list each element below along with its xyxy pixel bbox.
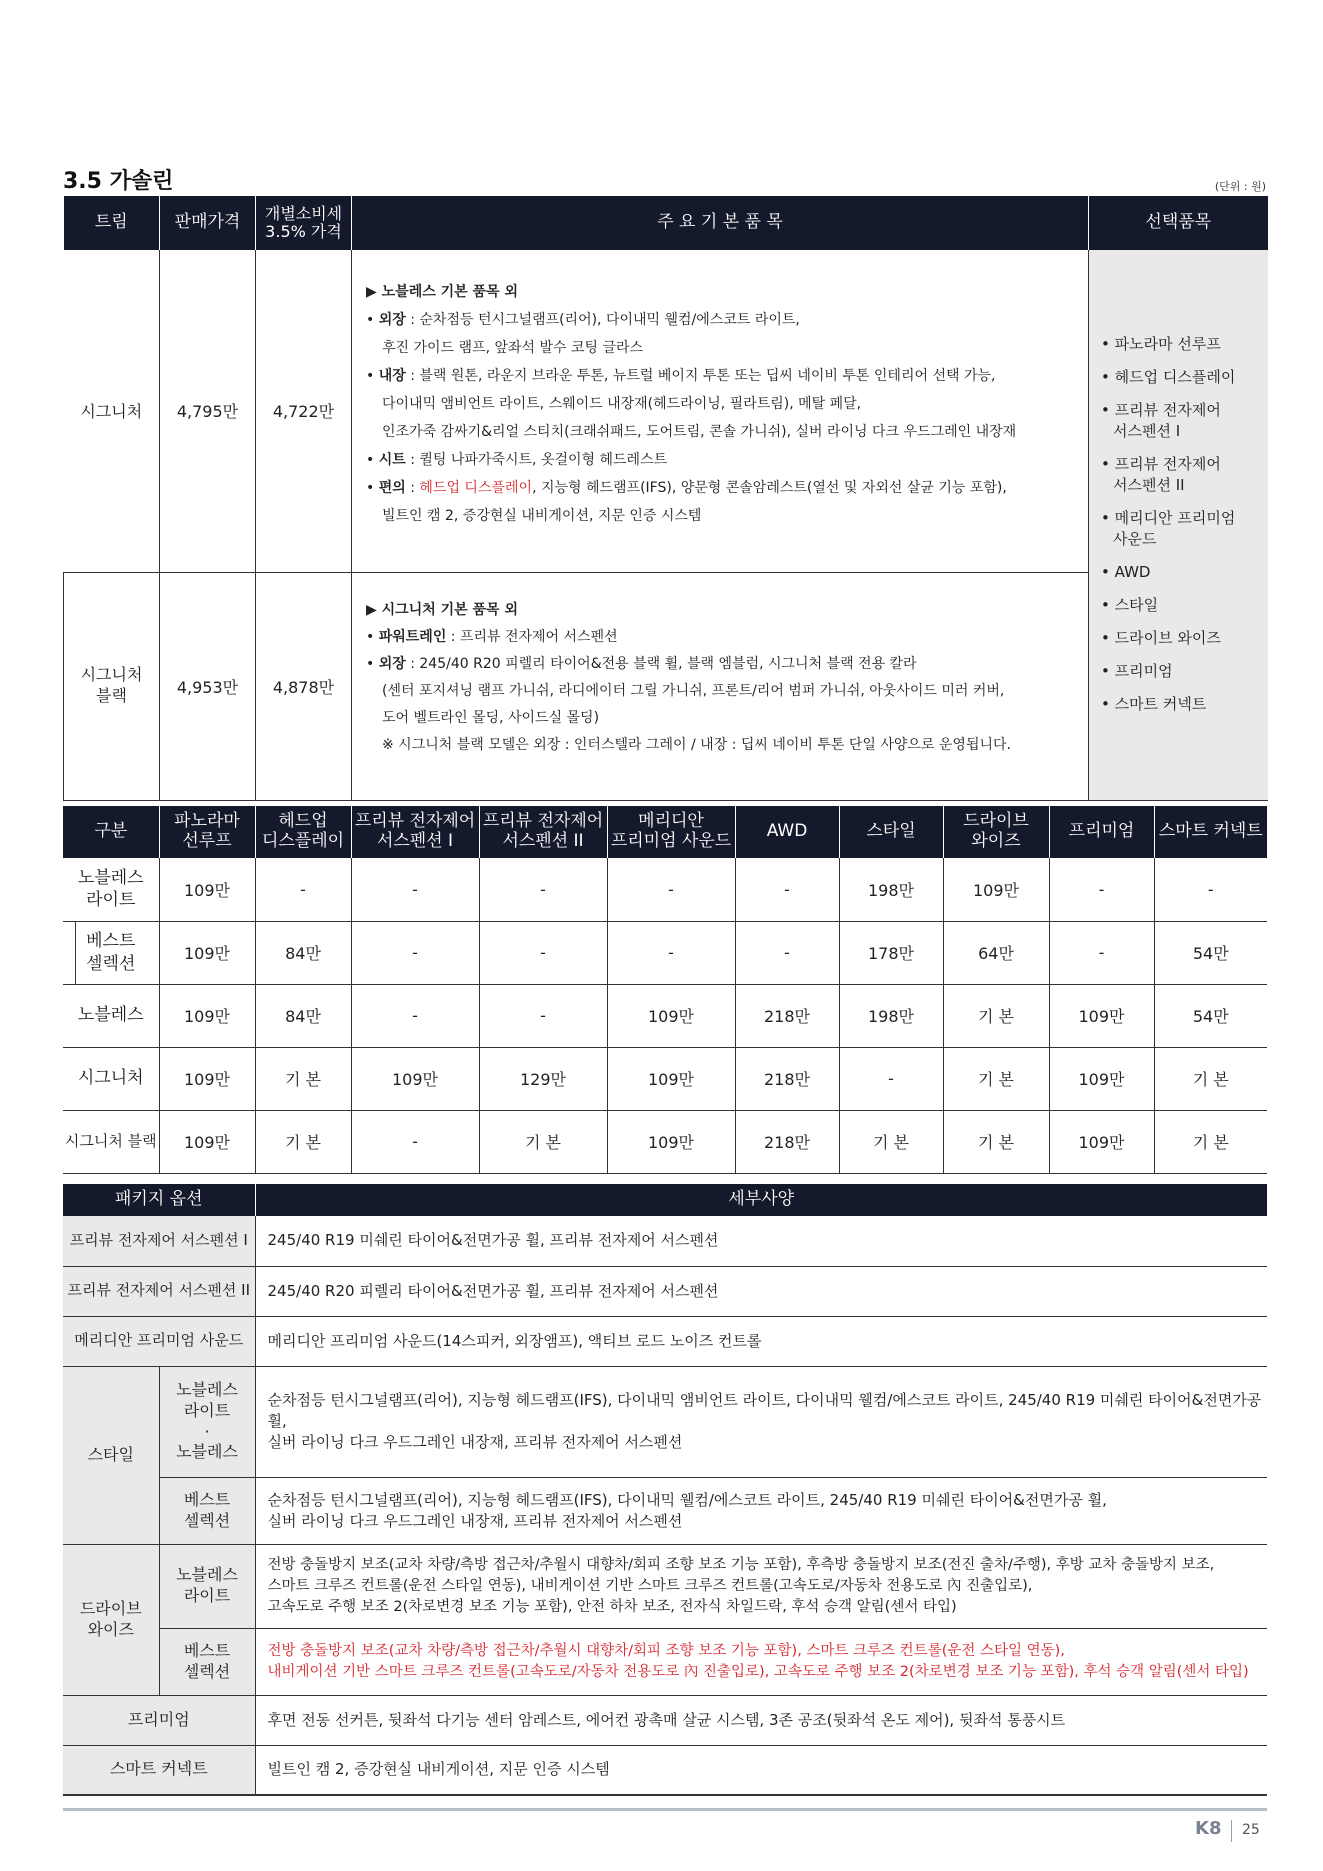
price-cell: 109만 bbox=[607, 1047, 735, 1110]
pkg-name: 스마트 커넥트 bbox=[63, 1745, 255, 1795]
trim-row-signature-black bbox=[64, 572, 1268, 800]
price-cell: - bbox=[479, 858, 607, 921]
price-cell: 109만 bbox=[1049, 984, 1154, 1047]
trim-price: 4,795만 bbox=[160, 250, 256, 572]
price-cell: 109만 bbox=[159, 1047, 255, 1110]
price-cell: 기 본 bbox=[255, 1110, 351, 1173]
trim-header-price: 판매가격 bbox=[160, 196, 256, 250]
price-header: 헤드업 디스플레이 bbox=[255, 806, 351, 858]
price-cell: - bbox=[735, 921, 839, 984]
trim-table bbox=[63, 196, 1268, 801]
price-cell: 109만 bbox=[159, 921, 255, 984]
price-row-name: 노블레스 bbox=[63, 984, 159, 1047]
price-cell: - bbox=[607, 858, 735, 921]
price-header: 구분 bbox=[63, 806, 159, 858]
price-header: 파노라마 선루프 bbox=[159, 806, 255, 858]
price-cell: 129만 bbox=[479, 1047, 607, 1110]
pkg-sub-name: 베스트 셀렉션 bbox=[159, 1477, 255, 1544]
pkg-desc: 메리디안 프리미엄 사운드(14스피커, 외장앰프), 액티브 로드 노이즈 컨트롤 bbox=[255, 1316, 1267, 1366]
pkg-header-desc: 세부사양 bbox=[255, 1184, 1267, 1216]
pkg-header-name: 패키지 옵션 bbox=[63, 1184, 255, 1216]
feature-convenience: • 편의 : 헤드업 디스플레이, 지능형 헤드램프(IFS), 양문형 콘솔암레스트(열선 및 자외선 살균 기능 포함), 빌트인 캠 2, 증강현실 내비게이션, 지문 인증 시스템 bbox=[366, 480, 1007, 524]
price-cell: 109만 bbox=[159, 858, 255, 921]
trim-tax-price: 4,722만 bbox=[256, 250, 352, 572]
option-item: • 프리뷰 전자제어 서스펜션 II bbox=[1101, 455, 1221, 495]
price-cell: 기 본 bbox=[1192, 1133, 1229, 1152]
price-cell: 198만 bbox=[839, 858, 943, 921]
price-cell: - bbox=[351, 858, 479, 921]
trim-row-signature bbox=[64, 250, 1268, 572]
price-cell: 198만 bbox=[839, 984, 943, 1047]
price-cell: 기 본 bbox=[943, 984, 1049, 1047]
trim-name: 시그니처 bbox=[64, 250, 160, 572]
pkg-row-smart-connect bbox=[63, 1745, 1267, 1795]
feature-seat: • 시트 : 퀼팅 나파가죽시트, 옷걸이형 헤드레스트 bbox=[366, 452, 668, 468]
price-row-name: 베스트 셀렉션 bbox=[63, 921, 159, 984]
price-cell: - bbox=[1049, 858, 1154, 921]
pkg-row-premium bbox=[63, 1695, 1267, 1745]
section-title: 3.5 가솔린 bbox=[63, 169, 174, 194]
pkg-desc: 245/40 R20 피렐리 타이어&전면가공 휠, 프리뷰 전자제어 서스펜션 bbox=[255, 1266, 1267, 1316]
features-title: ▶ 시그니처 기본 품목 외 bbox=[366, 601, 518, 618]
pkg-row-suspension-2 bbox=[63, 1266, 1267, 1316]
trim-features bbox=[352, 572, 1089, 800]
price-cell: 84만 bbox=[255, 984, 351, 1047]
price-cell: - bbox=[1154, 858, 1267, 921]
price-cell: 109만 bbox=[159, 1110, 255, 1173]
price-header: 스타일 bbox=[839, 806, 943, 858]
price-cell: 기 본 bbox=[255, 1047, 351, 1110]
price-row-best-selection bbox=[63, 921, 1267, 984]
price-row-signature-black bbox=[63, 1110, 1267, 1173]
price-header: AWD bbox=[735, 806, 839, 858]
price-row-signature bbox=[63, 1047, 1267, 1110]
footer-divider bbox=[63, 1808, 1267, 1811]
price-cell: 109만 bbox=[1049, 1110, 1154, 1173]
price-row-name: 시그니처 블랙 bbox=[63, 1110, 159, 1173]
trim-options-list bbox=[1089, 250, 1268, 800]
price-cell: - bbox=[479, 921, 607, 984]
pkg-sub-name: 노블레스 라이트 bbox=[159, 1544, 255, 1628]
pkg-row-suspension-1 bbox=[63, 1216, 1267, 1266]
price-cell: 84만 bbox=[255, 921, 351, 984]
price-row-name: 노블레스 라이트 bbox=[63, 858, 159, 921]
pkg-desc: 순차점등 턴시그널램프(리어), 지능형 헤드램프(IFS), 다이내믹 앰비언트 라이트, 다이내믹 웰컴/에스코트 라이트, 245/40 R19 미쉐린 타이어&전면가공 휠, 실버 라이닝 다크 우드그레인 내장재, 프리뷰 전자제어 서스펜션 bbox=[255, 1366, 1267, 1477]
price-header: 드라이브 와이즈 bbox=[943, 806, 1049, 858]
price-cell: - bbox=[839, 1047, 943, 1110]
trim-name: 시그니처 블랙 bbox=[64, 572, 160, 800]
pkg-desc: 전방 충돌방지 보조(교차 차량/측방 접근차/추월시 대향차/회피 조향 보조 기능 포함), 후측방 충돌방지 보조(전진 출차/주행), 후방 교차 충돌방지 보조, 스마트 크루즈 컨트롤(운전 스타일 연동), 내비게이션 기반 스마트 크루즈 컨트롤(고속도로/자동차 전용도로 內 진출입로), 고속도로 주행 보조 2(차로변경 보조 기능 포함), 안전 하차 보조, 전자식 차일드락, 후석 승객 알림(센서 타입) bbox=[255, 1544, 1267, 1628]
price-cell: 218만 bbox=[735, 1110, 839, 1173]
option-item: • 메리디안 프리미엄 사운드 bbox=[1101, 509, 1236, 549]
trim-header-features: 주 요 기 본 품 목 bbox=[352, 196, 1089, 250]
footer-separator bbox=[1231, 1820, 1232, 1842]
price-cell: 109만 bbox=[351, 1047, 479, 1110]
price-cell: - bbox=[351, 1110, 479, 1173]
pkg-name: 스타일 bbox=[63, 1366, 159, 1544]
trim-features bbox=[352, 250, 1089, 572]
pkg-row-drive-best bbox=[63, 1628, 1267, 1695]
price-cell: 109만 bbox=[159, 984, 255, 1047]
trim-header-options: 선택품목 bbox=[1089, 196, 1268, 250]
trim-header-tax bbox=[256, 196, 352, 250]
pkg-name: 프리뷰 전자제어 서스펜션 I bbox=[63, 1216, 255, 1266]
pkg-name: 드라이브 와이즈 bbox=[63, 1544, 159, 1695]
feature-note: ※ 시그니처 블랙 모델은 외장 : 인터스텔라 그레이 / 내장 : 딥씨 네이비 투톤 단일 사양으로 운영됩니다. bbox=[382, 736, 1011, 753]
price-row-name: 시그니처 bbox=[63, 1047, 159, 1110]
pkg-sub-name: 베스트 셀렉션 bbox=[159, 1628, 255, 1695]
price-cell: 기 본 bbox=[479, 1110, 607, 1173]
price-header: 프리뷰 전자제어 서스펜션 II bbox=[479, 806, 607, 858]
option-item: • 파노라마 선루프 bbox=[1101, 335, 1221, 354]
feature-powertrain: • 파워트레인 : 프리뷰 전자제어 서스펜션 bbox=[366, 628, 618, 645]
trim-header-trim: 트림 bbox=[64, 196, 160, 250]
price-cell: - bbox=[255, 858, 351, 921]
price-cell: 기 본 bbox=[839, 1110, 943, 1173]
option-item: • 드라이브 와이즈 bbox=[1101, 629, 1221, 648]
pkg-row-style-noblesse bbox=[63, 1366, 1267, 1477]
price-header: 메리디안 프리미엄 사운드 bbox=[607, 806, 735, 858]
price-cell: 기 본 bbox=[943, 1110, 1049, 1173]
price-cell: - bbox=[479, 984, 607, 1047]
pkg-row-style-best bbox=[63, 1477, 1267, 1544]
pkg-desc: 빌트인 캠 2, 증강현실 내비게이션, 지문 인증 시스템 bbox=[255, 1745, 1267, 1795]
price-cell: - bbox=[607, 921, 735, 984]
price-cell: 218만 bbox=[735, 984, 839, 1047]
price-cell: 109만 bbox=[943, 858, 1049, 921]
price-cell: 54만 bbox=[1154, 921, 1267, 984]
unit-note: (단위 : 원) bbox=[1214, 180, 1266, 193]
price-cell: - bbox=[351, 921, 479, 984]
price-row-noblesse-lite bbox=[63, 858, 1267, 921]
pkg-desc: 순차점등 턴시그널램프(리어), 지능형 헤드램프(IFS), 다이내믹 웰컴/에스코트 라이트, 245/40 R19 미쉐린 타이어&전면가공 휠, 실버 라이닝 다크 우드그레인 내장재, 프리뷰 전자제어 서스펜션 bbox=[255, 1477, 1267, 1544]
pkg-desc-highlight: 전방 충돌방지 보조(교차 차량/측방 접근차/추월시 대향차/회피 조향 보조 기능 포함), 스마트 크루즈 컨트롤(운전 스타일 연동), 내비게이션 기반 스마트 크루즈 컨트롤(고속도로/자동차 전용도로 內 진출입로), 고속도로 주행 보조 2(차로변경 보조 기능 포함), 후석 승객 알림(센서 타입) bbox=[255, 1628, 1267, 1695]
pkg-name: 메리디안 프리미엄 사운드 bbox=[63, 1316, 255, 1366]
trim-header-tax-line2: 3.5% 가격 bbox=[265, 222, 342, 241]
price-cell: 109만 bbox=[607, 984, 735, 1047]
price-cell: 기 본 bbox=[943, 1047, 1049, 1110]
option-price-table bbox=[63, 806, 1267, 1174]
price-cell: 기 본 bbox=[1154, 1047, 1267, 1110]
option-item: • 스마트 커넥트 bbox=[1101, 695, 1207, 714]
price-cell: 54만 bbox=[1154, 984, 1267, 1047]
trim-price: 4,953만 bbox=[160, 572, 256, 800]
pkg-sub-name: 노블레스 라이트 · 노블레스 bbox=[159, 1366, 255, 1477]
pkg-name: 프리미엄 bbox=[63, 1695, 255, 1745]
feature-exterior: • 외장 : 순차점등 턴시그널램프(리어), 다이내믹 웰컴/에스코트 라이트, 후진 가이드 램프, 앞좌석 발수 코팅 글라스 bbox=[366, 312, 800, 356]
option-item: • 프리미엄 bbox=[1101, 662, 1173, 681]
feature-interior: • 내장 : 블랙 원톤, 라운지 브라운 투톤, 뉴트럴 베이지 투톤 또는 딥씨 네이비 투톤 인테리어 선택 가능, 다이내믹 앰비언트 라이트, 스웨이드 내장재(헤드라이닝, 필라트림), 메탈 페달, 인조가죽 감싸기&리얼 스티치(크래쉬패드, 도어트림, 콘솔 가니쉬), 실버 라이닝 다크 우드그레인 내장재 bbox=[366, 368, 1017, 440]
price-header: 프리뷰 전자제어 서스펜션 I bbox=[351, 806, 479, 858]
price-cell: 109만 bbox=[607, 1110, 735, 1173]
option-item: • AWD bbox=[1101, 563, 1151, 582]
price-cell: 109만 bbox=[1049, 1047, 1154, 1110]
package-table bbox=[63, 1184, 1267, 1796]
pkg-row-meridian bbox=[63, 1316, 1267, 1366]
option-item: • 프리뷰 전자제어 서스펜션 I bbox=[1101, 401, 1221, 441]
trim-header-tax-line1: 개별소비세 bbox=[264, 203, 343, 223]
pkg-name: 프리뷰 전자제어 서스펜션 II bbox=[63, 1266, 255, 1316]
price-cell: 64만 bbox=[943, 921, 1049, 984]
option-item: • 헤드업 디스플레이 bbox=[1101, 368, 1236, 387]
pkg-desc: 후면 전동 선커튼, 뒷좌석 다기능 센터 암레스트, 에어컨 광촉매 살균 시스템, 3존 공조(뒷좌석 온도 제어), 뒷좌석 통풍시트 bbox=[255, 1695, 1267, 1745]
feature-exterior: • 외장 : 245/40 R20 피렐리 타이어&전용 블랙 휠, 블랙 엠블럼, 시그니처 블랙 전용 칼라 (센터 포지셔닝 램프 가니쉬, 라디에이터 그릴 가니쉬, 프론트/리어 범퍼 가니쉬, 아웃사이드 미러 커버, 도어 벨트라인 몰딩, 사이드실 몰딩) bbox=[366, 655, 1005, 726]
price-row-noblesse bbox=[63, 984, 1267, 1047]
trim-tax-price: 4,878만 bbox=[256, 572, 352, 800]
price-cell: - bbox=[735, 858, 839, 921]
features-title: ▶ 노블레스 기본 품목 외 bbox=[366, 284, 518, 300]
option-item: • 스타일 bbox=[1101, 596, 1159, 615]
price-cell: - bbox=[1049, 921, 1154, 984]
pkg-desc: 245/40 R19 미쉐린 타이어&전면가공 휠, 프리뷰 전자제어 서스펜션 bbox=[255, 1216, 1267, 1266]
price-cell: - bbox=[351, 984, 479, 1047]
price-header: 프리미엄 bbox=[1049, 806, 1154, 858]
hud-highlight: 헤드업 디스플레이 bbox=[419, 480, 533, 496]
price-cell: 218만 bbox=[735, 1047, 839, 1110]
price-header: 스마트 커넥트 bbox=[1154, 806, 1267, 858]
page-number: 25 bbox=[1242, 1822, 1260, 1838]
footer-brand: K8 bbox=[1195, 1818, 1222, 1839]
price-cell: 178만 bbox=[839, 921, 943, 984]
pkg-row-drive-noblesse bbox=[63, 1544, 1267, 1628]
